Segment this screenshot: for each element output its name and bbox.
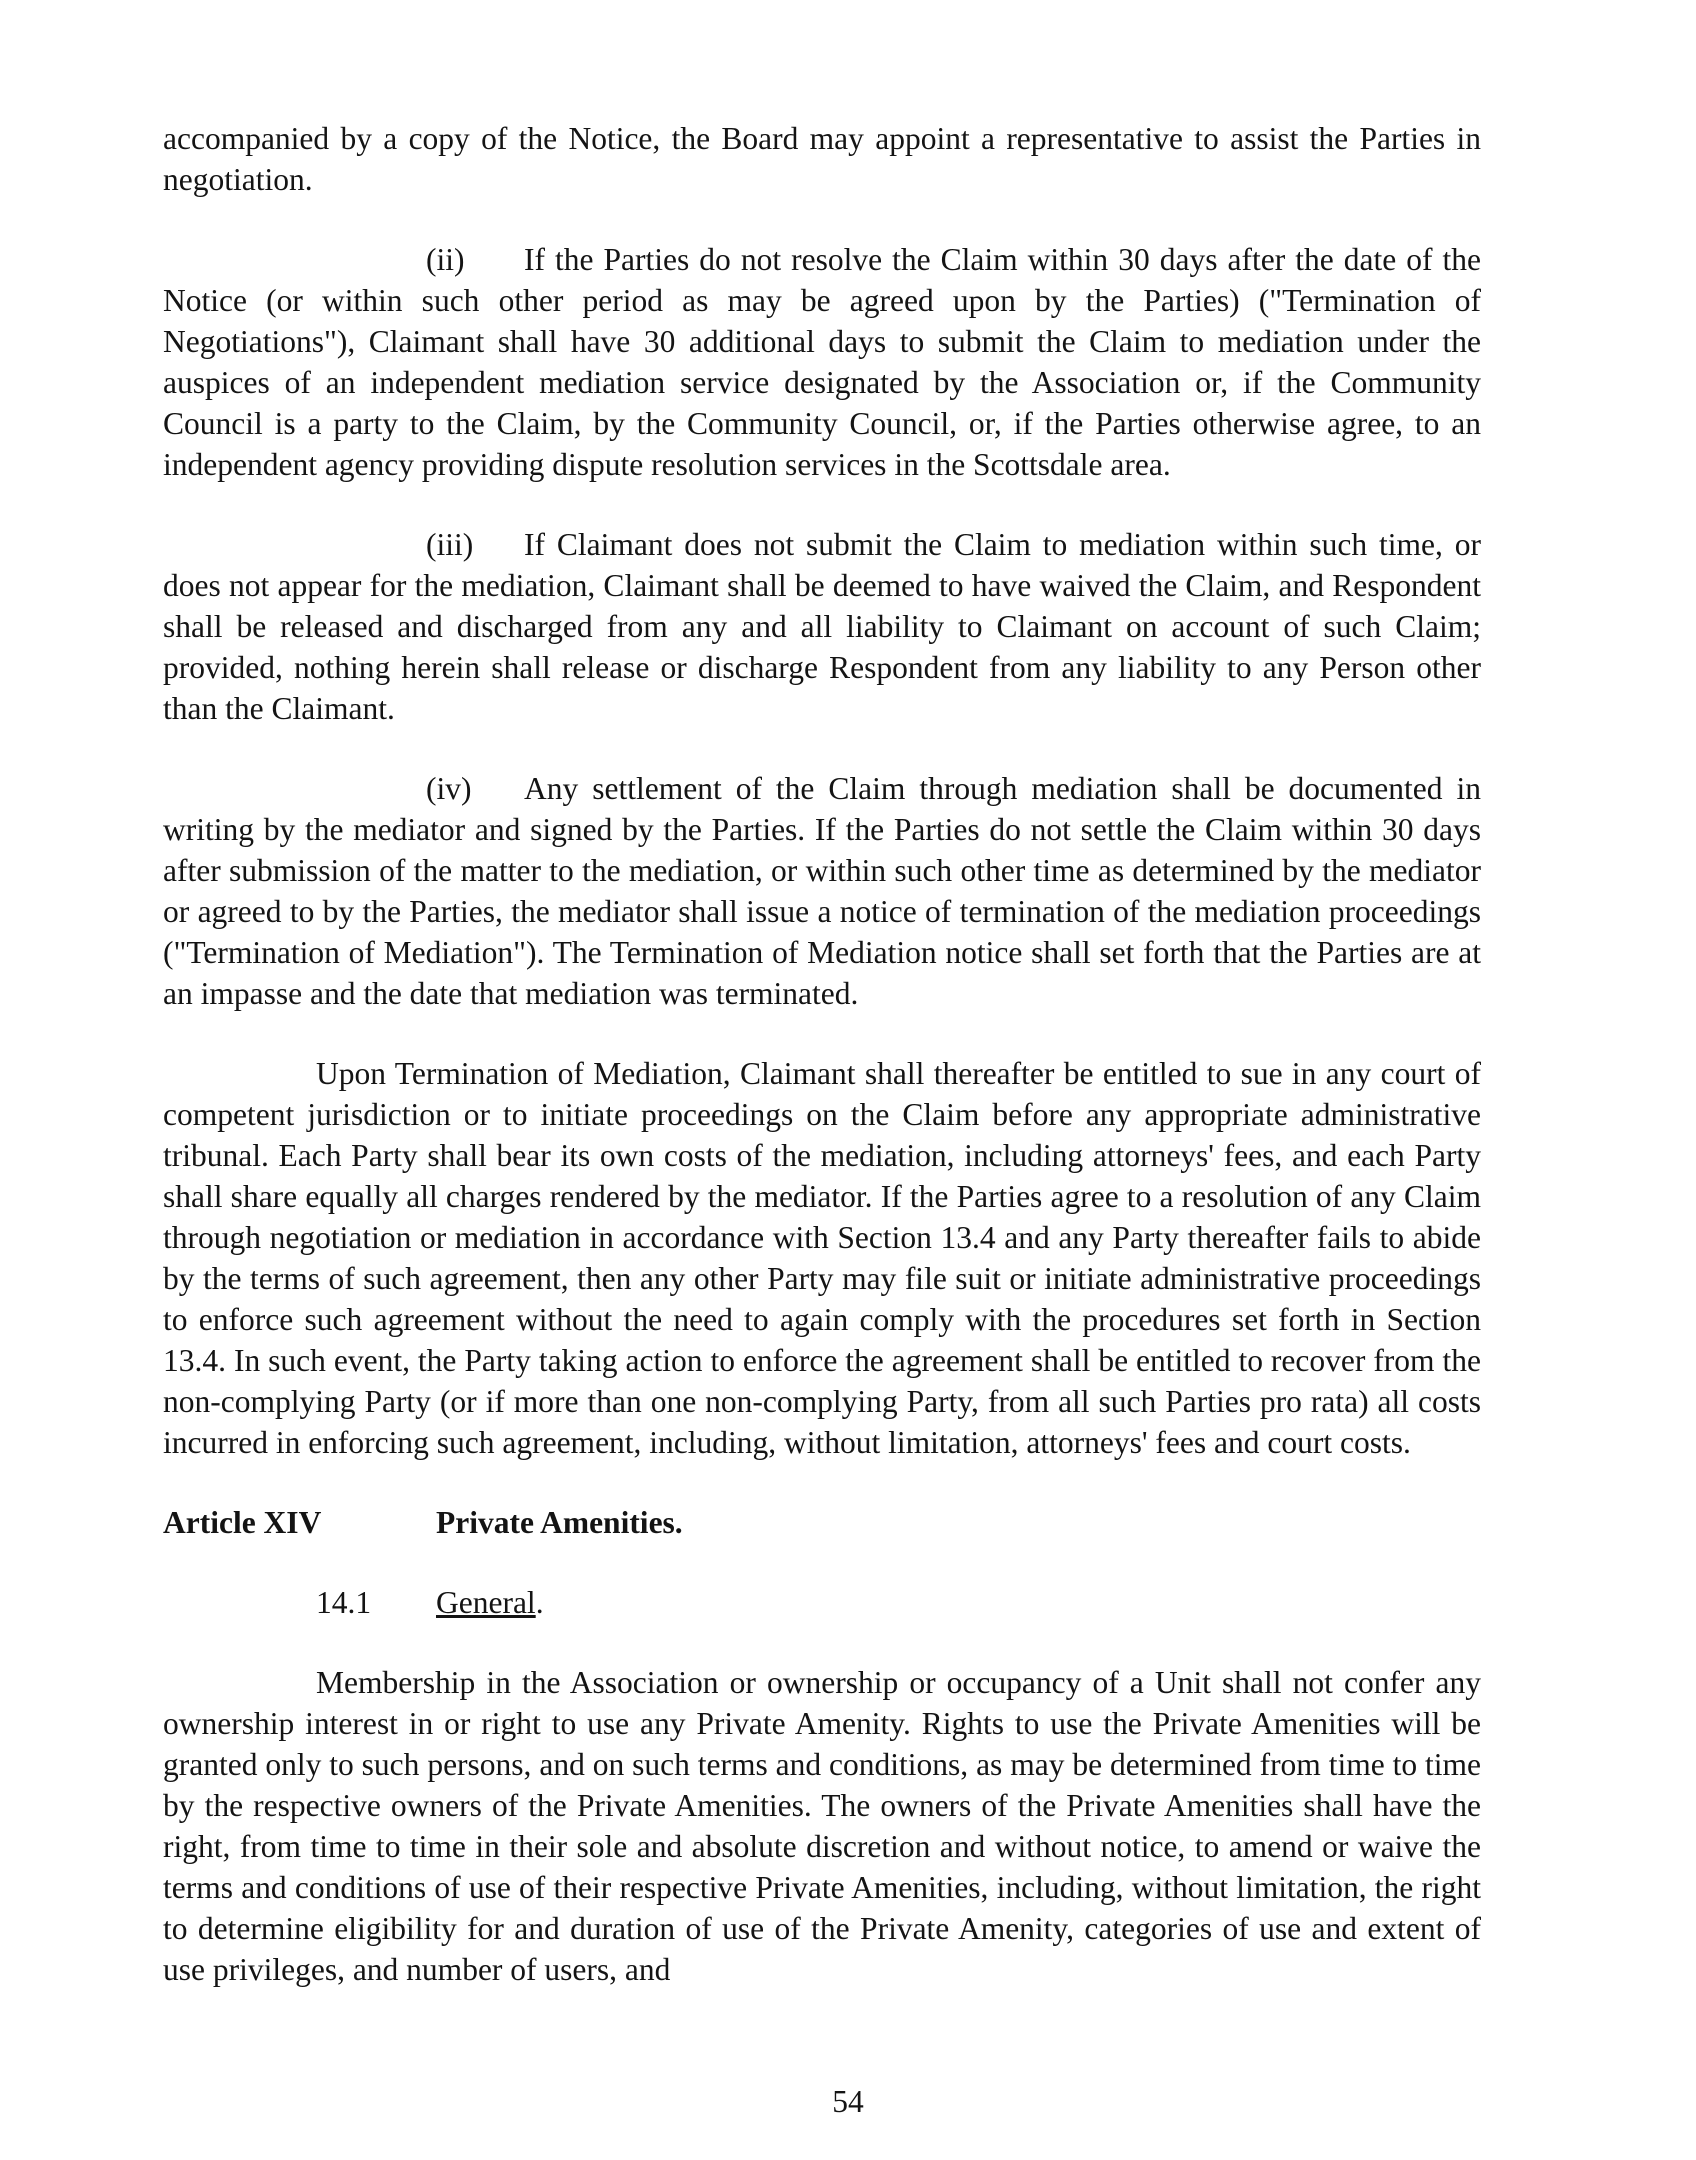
paragraph-membership: Membership in the Association or ownership or occupancy of a Unit shall not confer any ownership interest in or right to use any Private Amenity. Rights to use the Private Amenities will be granted only to such persons, and on such terms and conditions, as may be determined from time to time by the respective owners of the Private Amenities. The owners of the Private Amenities shall have the right, from time to time in their sole and absolute discretion and without notice, to amend or waive the terms and conditions of use of their respective Private Amenities, including, without limitation, the right to determine eligibility for and duration of use of the Private Amenity, categories of use and extent of use privileges, and number of users, and [163,1665,1481,1987]
section-title: General [436,1585,536,1620]
subparagraph-iv [163,768,1481,1014]
page-number: 54 [832,2084,864,2119]
subparagraph-text: Any settlement of the Claim through mediation shall be documented in writing by the mediator and signed by the Parties. If the Parties do not settle the Claim within 30 days after submission of the matter to the mediation, or within such other time as determined by the mediator or agreed to by the Parties, the mediator shall issue a notice of termination of the mediation proceedings ("Termination of Mediation"). The Termination of Mediation notice shall set forth that the Parties are at an impasse and the date that mediation was terminated. [163,771,1481,1011]
subparagraph-number: (iv) [426,771,472,806]
section-number: 14.1 [316,1585,372,1620]
paragraph-termination: Upon Termination of Mediation, Claimant shall thereafter be entitled to sue in any court of competent jurisdiction or to initiate proceedings on the Claim before any appropriate administrative tribunal. Each Party shall bear its own costs of the mediation, including attorneys' fees, and each Party shall share equally all charges rendered by the mediator. If the Parties agree to a resolution of any Claim through negotiation or mediation in accordance with Section 13.4 and any Party thereafter fails to abide by the terms of such agreement, then any other Party may file suit or initiate administrative proceedings to enforce such agreement without the need to again comply with the procedures set forth in Section 13.4. In such event, the Party taking action to enforce the agreement shall be entitled to recover from the non-complying Party (or if more than one non-complying Party, from all such Parties pro rata) all costs incurred in enforcing such agreement, including, without limitation, attorneys' fees and court costs. [163,1056,1481,1460]
subparagraph-text: If the Parties do not resolve the Claim within 30 days after the date of the Notice (or within such other period as may be agreed upon by the Parties) ("Termination of Negotiations"), Claimant shall have 30 additional days to submit the Claim to mediation under the auspices of an independent mediation service designated by the Association or, if the Community Council is a party to the Claim, by the Community Council, or, if the Parties otherwise agree, to an independent agency providing dispute resolution services in the Scottsdale area. [163,242,1481,482]
subparagraph-iii [163,524,1481,729]
article-title: Private Amenities. [436,1505,683,1540]
subparagraph-ii [163,239,1481,485]
article-number: Article XIV [163,1505,322,1540]
subparagraph-number: (ii) [426,242,465,277]
section-period: . [535,1585,544,1620]
section-heading [163,1582,1481,1623]
paragraph-continued: accompanied by a copy of the Notice, the Board may appoint a representative to assist the Parties in negotiation. [163,121,1481,197]
document-page [163,118,1481,1990]
subparagraph-number: (iii) [426,527,474,562]
article-heading [163,1502,1481,1543]
subparagraph-text: If Claimant does not submit the Claim to mediation within such time, or does not appear for the mediation, Claimant shall be deemed to have waived the Claim, and Respondent shall be released and discharged from any and all liability to Claimant on account of such Claim; provided, nothing herein shall release or discharge Respondent from any liability to any Person other than the Claimant. [163,527,1481,726]
